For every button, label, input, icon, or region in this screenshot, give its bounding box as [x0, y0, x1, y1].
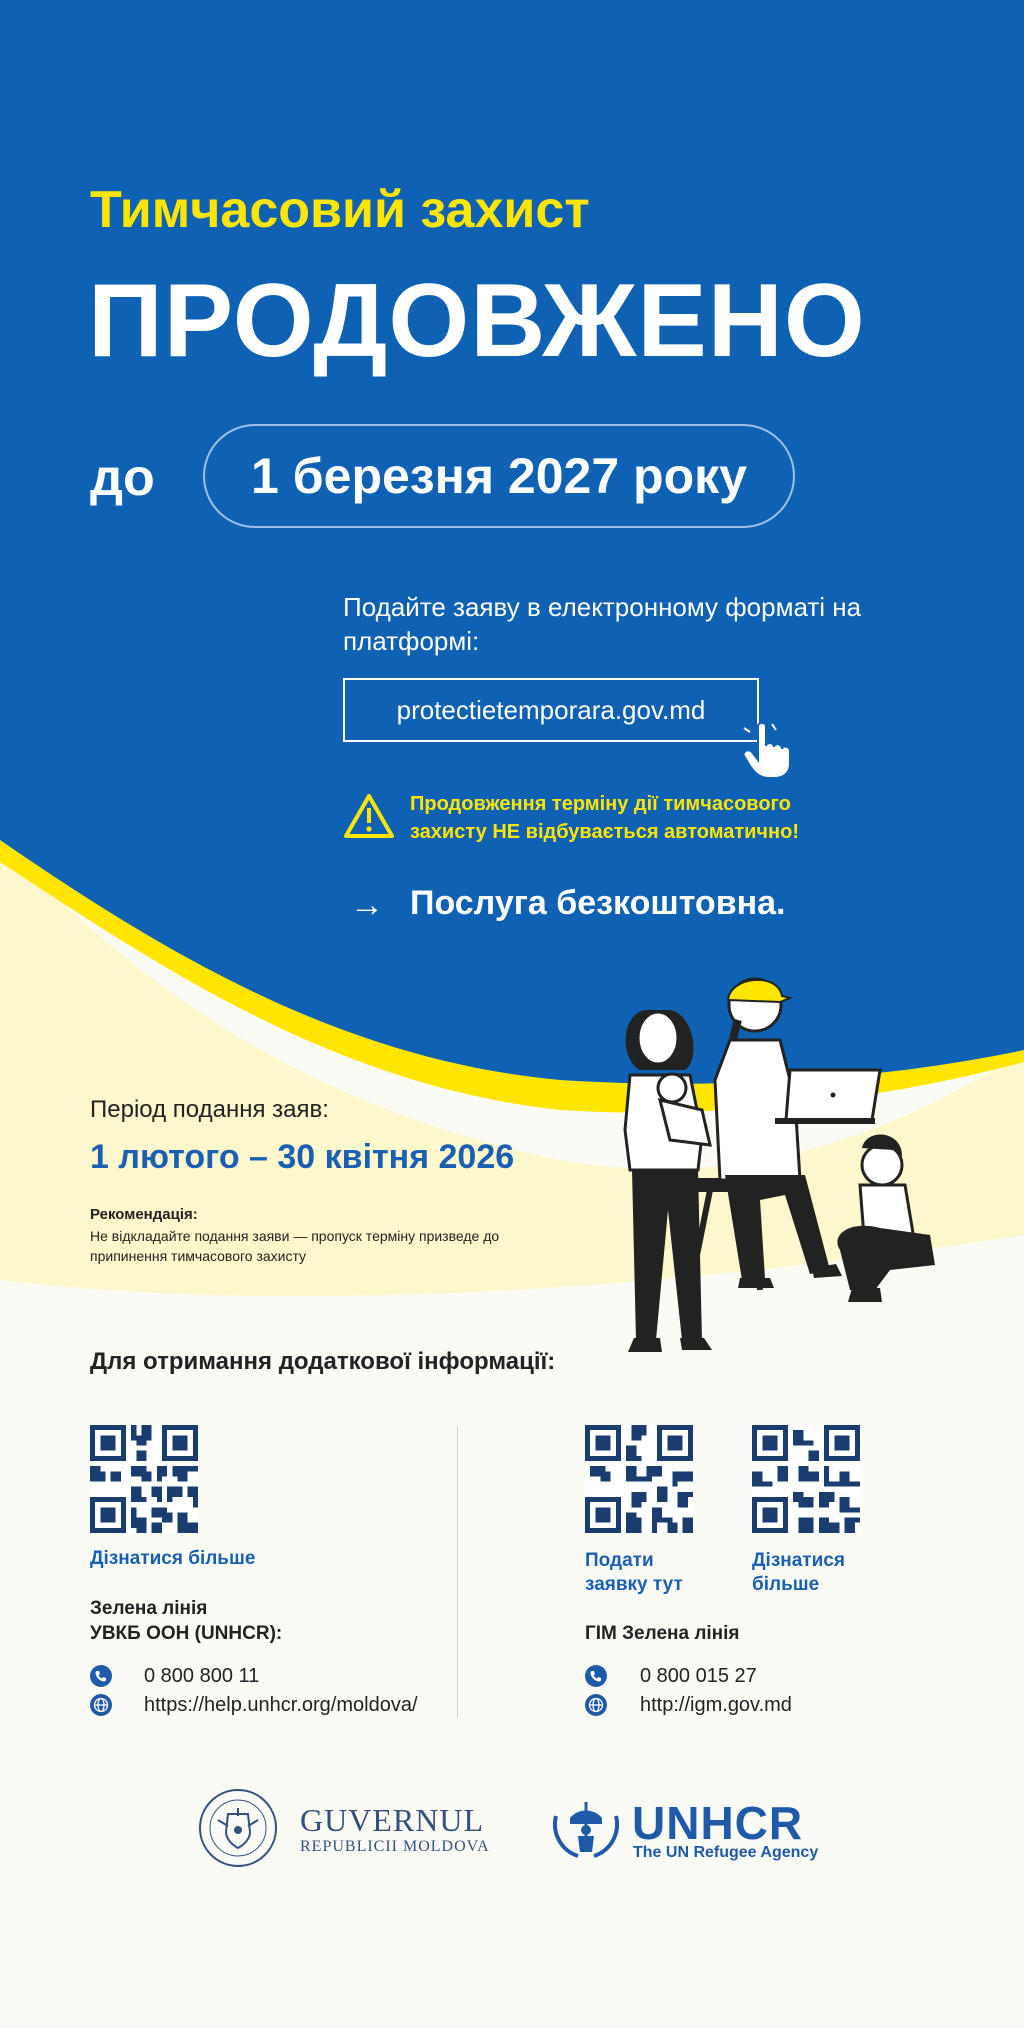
unhcr-emblem-logo — [548, 1796, 624, 1860]
recommendation-title: Рекомендація: — [90, 1206, 198, 1223]
globe-icon — [585, 1694, 607, 1716]
unhcr-hotline-line1: Зелена лінія — [90, 1598, 208, 1619]
warning-icon — [343, 792, 395, 840]
moldova-government-seal-logo — [198, 1786, 278, 1870]
learn-more-link-unhcr[interactable]: Дізнатися більше — [90, 1548, 256, 1569]
recommendation-text: Не відкладайте подання заяви — пропуск терміну призведе до припинення тимчасового захисту — [90, 1228, 500, 1264]
gov-logo-subtitle: REPUBLICII MOLDOVA — [300, 1838, 490, 1855]
learn-more-link-igm-line2[interactable]: більше — [752, 1574, 820, 1595]
deadline-date-pill: 1 березня 2027 року — [203, 424, 795, 528]
unhcr-logo-subtitle: The UN Refugee Agency — [633, 1844, 819, 1861]
service-free-text: Послуга безкоштовна. — [410, 884, 786, 922]
period-value: 1 лютого – 30 квітня 2026 — [90, 1138, 515, 1176]
qr-code-apply-here[interactable] — [585, 1425, 693, 1533]
qr-code-learn-more-unhcr[interactable] — [90, 1425, 198, 1533]
family-illustration — [590, 960, 950, 1370]
igm-website[interactable]: http://igm.gov.md — [640, 1694, 792, 1716]
until-word: до — [90, 449, 155, 507]
page-title: ПРОДОВЖЕНО — [88, 263, 866, 379]
warning-text: Продовження терміну дії тимчасового захисту НЕ відбувається автоматично! — [410, 793, 800, 843]
hand-pointer-icon — [740, 720, 796, 780]
unhcr-website[interactable]: https://help.unhcr.org/moldova/ — [144, 1694, 418, 1716]
subtitle: Тимчасовий захист — [90, 181, 590, 239]
period-label: Період подання заяв: — [90, 1096, 329, 1123]
arrow-right-icon: → — [350, 886, 384, 924]
unhcr-logo-name: UNHCR — [632, 1797, 804, 1849]
apply-instruction: Подайте заяву в електронному форматі на платформі: — [343, 592, 862, 656]
igm-hotline: ГІМ Зелена лінія — [585, 1623, 740, 1644]
qr-code-learn-more-igm[interactable] — [752, 1425, 860, 1533]
gov-logo-name: GUVERNUL — [300, 1802, 484, 1838]
phone-icon — [585, 1665, 607, 1687]
column-divider — [457, 1426, 458, 1718]
globe-icon — [90, 1694, 112, 1716]
unhcr-phone[interactable]: 0 800 800 11 — [144, 1665, 260, 1687]
unhcr-hotline-line2: УВКБ ООН (UNHCR): — [90, 1623, 283, 1644]
phone-icon — [90, 1665, 112, 1687]
igm-phone[interactable]: 0 800 015 27 — [640, 1665, 757, 1687]
info-heading: Для отримання додаткової інформації: — [90, 1348, 556, 1375]
apply-here-link-line1[interactable]: Подати — [585, 1550, 654, 1571]
learn-more-link-igm-line1[interactable]: Дізнатися — [752, 1550, 845, 1571]
platform-link[interactable]: protectietemporara.gov.md — [343, 678, 759, 742]
apply-here-link-line2[interactable]: заявку тут — [585, 1574, 683, 1595]
